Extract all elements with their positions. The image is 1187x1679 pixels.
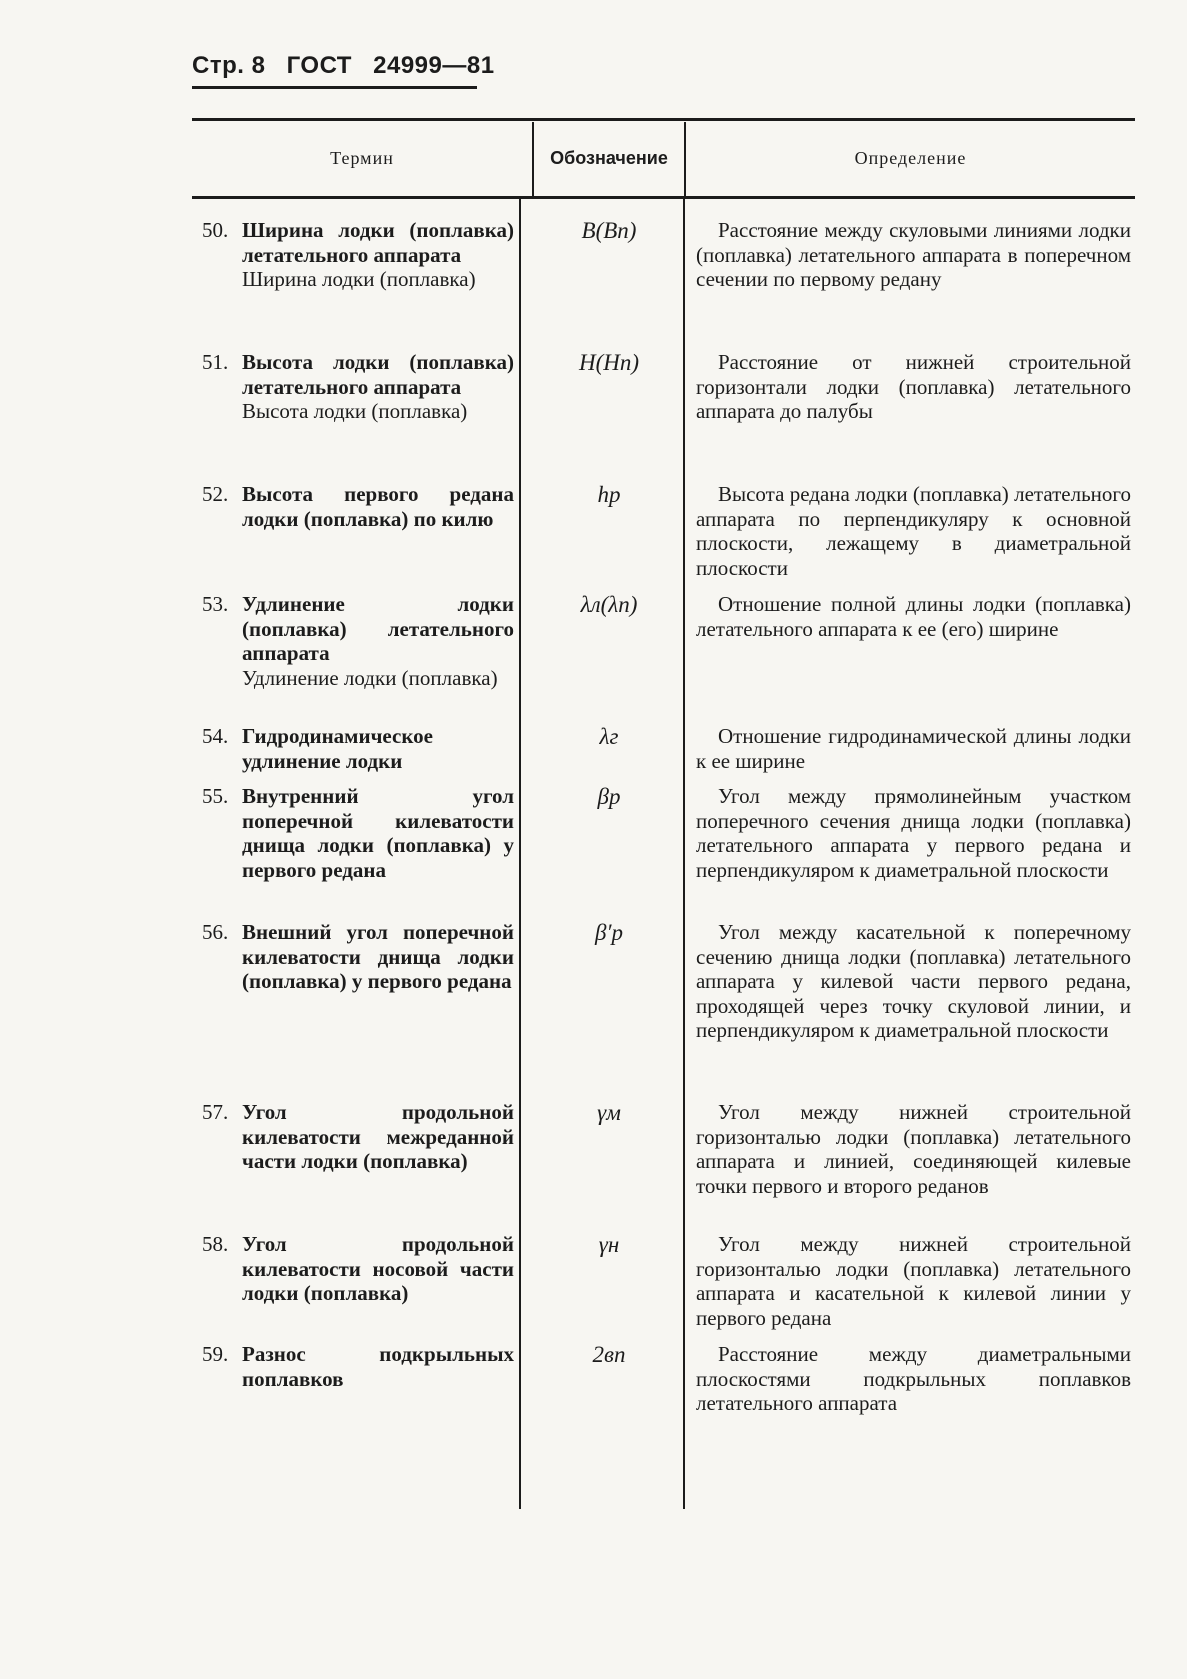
term-definition: Отношение полной длины лодки (поплавка) летательного аппарата к ее (его) ширине [696,592,1131,641]
term-name: Разнос подкрыльных поплавков [242,1342,514,1391]
term-symbol: H(Hп) [578,350,640,375]
term-symbol: βр [597,784,621,809]
term-symbol: 2вп [592,1342,626,1367]
term-number: 52. [202,482,229,506]
term-name: Высота первого редана лодки (поплавка) по килю [242,482,514,531]
term-symbol: γм [597,1100,621,1125]
term-number: 54. [202,724,229,748]
column-divider [519,199,521,1509]
term-cell [192,1100,514,1174]
standard-number: 24999—81 [373,52,495,79]
term-symbol: hр [597,482,621,507]
term-definition: Высота редана лодки (поплавка) летательного аппарата по перпендикуляру к основной плоскости, лежащему в диаметральной плоскости [696,482,1131,580]
term-symbol: λг [599,724,619,749]
term-name: Ширина лодки (поплавка) летательного аппарата [242,218,514,267]
term-name: Внутренний угол поперечной килеватости днища лодки (поплавка) у первого редана [242,784,514,882]
term-number: 57. [202,1100,229,1124]
page-number: Стр. 8 [192,52,266,79]
term-synonym: Удлинение лодки (поплавка) [242,665,498,690]
term-definition: Угол между прямолинейным участком поперечного сечения днища лодки (поплавка) летательного аппарата у первого редана и перпендикуляром к диаметральной плоскости [696,784,1131,882]
term-number: 53. [202,592,229,616]
term-cell [192,724,514,773]
page-header [192,52,495,89]
column-header-term: Термин [330,148,394,168]
column-header-symbol: Обозначение [550,148,668,168]
term-name: Внешний угол поперечной килеватости днища лодки (поплавка) у первого редана [242,920,514,993]
term-number: 56. [202,920,229,944]
term-definition: Расстояние между скуловыми линиями лодки (поплавка) летательного аппарата в поперечном сечении по первому редану [696,218,1131,291]
term-cell [192,592,514,690]
term-name: Высота лодки (поплавка) летательного аппарата [242,350,514,399]
term-cell [192,1342,514,1391]
term-name: Угол продольной килеватости носовой части лодки (поплавка) [242,1232,514,1305]
column-divider [683,199,685,1509]
standard-label: ГОСТ [286,52,352,79]
term-number: 59. [202,1342,229,1366]
term-synonym: Высота лодки (поплавка) [242,399,468,423]
term-cell [192,350,514,424]
term-definition: Угол между касательной к поперечному сечению днища лодки (поплавка) летательного аппарата у килевой части первого редана, проходящей через точку скуловой линии, и перпендикуляром к диаметральной плоскости [696,920,1131,1042]
term-symbol: γн [598,1232,620,1257]
term-number: 50. [202,218,229,242]
term-cell [192,920,514,994]
term-cell [192,482,514,531]
term-number: 51. [202,350,229,374]
term-synonym: Ширина лодки (поплавка) [242,267,476,291]
term-name: Удлинение лодки (поплавка) летательного аппарата [242,592,514,665]
term-symbol: λл(λп) [580,592,638,617]
term-name: Угол продольной килеватости межреданной части лодки (поплавка) [242,1100,514,1173]
term-symbol: B(Bп) [581,218,637,243]
term-cell [192,784,514,882]
term-name: Гидродинамическое удлинение лодки [242,724,433,773]
term-definition: Угол между нижней строительной горизонталью лодки (поплавка) летательного аппарата и линией, соединяющей килевые точки первого и второго реданов [696,1100,1131,1198]
term-definition: Отношение гидродинамической длины лодки к ее ширине [696,724,1131,773]
term-definition: Расстояние между диаметральными плоскостями подкрыльных поплавков летательного аппарата [696,1342,1131,1415]
term-definition: Расстояние от нижней строительной горизонтали лодки (поплавка) летательного аппарата до палубы [696,350,1131,423]
term-cell [192,1232,514,1306]
table-top-rule [192,118,1135,121]
table-header-rule [192,196,1135,199]
term-number: 55. [202,784,229,808]
term-definition: Угол между нижней строительной горизонталью лодки (поплавка) летательного аппарата и касательной к килевой линии у первого редана [696,1232,1131,1330]
column-header-definition: Определение [854,148,967,168]
term-number: 58. [202,1232,229,1256]
term-symbol: β′р [595,920,623,945]
term-cell [192,218,514,292]
